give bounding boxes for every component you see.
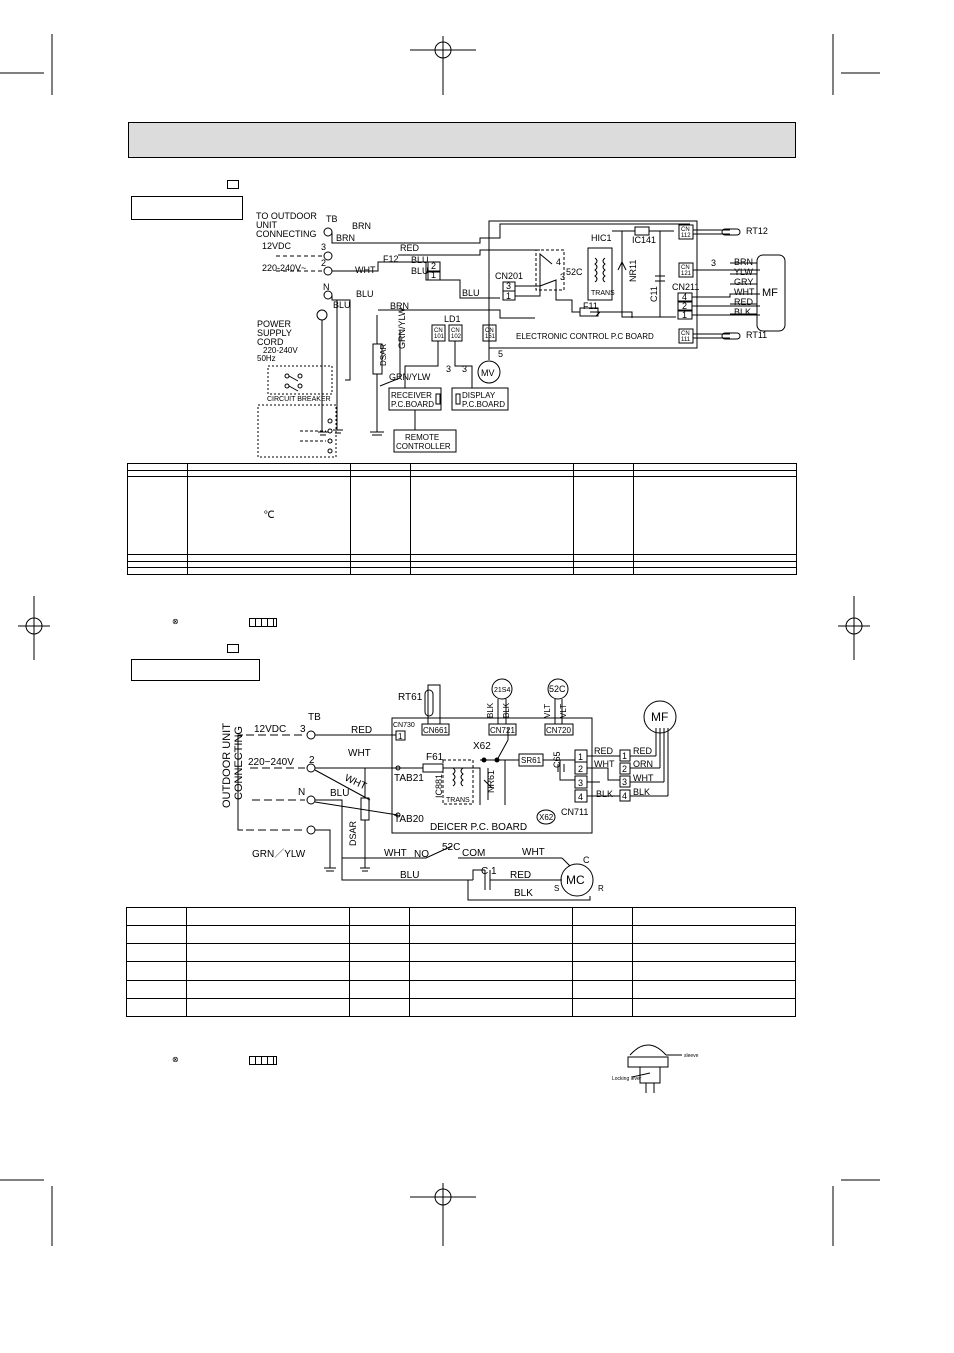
connector-illustration bbox=[610, 1035, 720, 1095]
diagram-label: R bbox=[598, 884, 604, 893]
diagram-label: C11 bbox=[649, 286, 659, 302]
table-cell: ℃ bbox=[188, 477, 351, 555]
diagram-label: BRN bbox=[352, 221, 372, 231]
diagram-label: WHT bbox=[355, 265, 376, 275]
diagram-label: CN201 bbox=[495, 271, 524, 281]
table-cell bbox=[410, 962, 573, 980]
diagram-label: CN721 bbox=[490, 726, 515, 735]
diagram-label: DISPLAY bbox=[462, 391, 496, 400]
diagram-label: 4 bbox=[682, 292, 688, 302]
diagram-label: 2 bbox=[309, 755, 315, 766]
table-cell bbox=[351, 477, 411, 555]
diagram-label: MF bbox=[762, 287, 778, 299]
table-row bbox=[128, 477, 797, 555]
diagram-label: 2 bbox=[321, 258, 327, 268]
diagram-label: DEICER P.C. BOARD bbox=[430, 822, 528, 833]
table-cell bbox=[187, 944, 350, 962]
diagram-label: 111 bbox=[681, 337, 691, 343]
diagram-label: 4 bbox=[556, 257, 562, 267]
diagram-label: ELECTRONIC CONTROL P.C BOARD bbox=[516, 332, 654, 341]
diagram-label: BLU bbox=[462, 288, 480, 298]
diagram-label: BRN bbox=[390, 301, 410, 311]
note-boxes-2 bbox=[249, 1056, 277, 1065]
diagram-label: 1 bbox=[398, 732, 403, 741]
diagram-label: 52C bbox=[442, 842, 461, 853]
diagram-label: TRANS bbox=[446, 797, 470, 804]
diagram-label: 2 bbox=[682, 301, 688, 311]
note-marker-1: ⊗ bbox=[172, 617, 179, 626]
diagram-label: SUPPLY bbox=[257, 328, 292, 338]
diagram-label: MV bbox=[481, 368, 495, 378]
table-cell bbox=[410, 980, 573, 998]
table-cell bbox=[634, 477, 797, 555]
diagram-label: TB bbox=[308, 712, 321, 723]
diagram-label: YLW bbox=[734, 267, 753, 277]
table-cell bbox=[410, 998, 573, 1016]
diagram-label: 1 bbox=[506, 291, 512, 301]
indoor-parts-table bbox=[127, 463, 797, 575]
table-cell bbox=[128, 568, 188, 575]
diagram-label: WHT bbox=[633, 773, 654, 783]
diagram-label: TAB20 bbox=[394, 814, 424, 825]
diagram-label: TRANS bbox=[591, 290, 615, 297]
table-cell bbox=[350, 908, 410, 926]
diagram-label: BLK bbox=[734, 307, 752, 317]
diagram-label: BRN bbox=[734, 257, 754, 267]
diagram-label: F12 bbox=[383, 254, 399, 264]
diagram-label: WHT bbox=[384, 848, 407, 859]
indoor-wiring-diagram bbox=[250, 208, 800, 458]
outdoor-model-marker bbox=[227, 644, 239, 653]
diagram-label: C bbox=[583, 855, 590, 865]
table-cell bbox=[574, 477, 634, 555]
diagram-label: 52C bbox=[549, 684, 566, 694]
table-cell bbox=[633, 998, 796, 1016]
table-row bbox=[127, 926, 796, 944]
diagram-label: 1 bbox=[682, 310, 688, 320]
table-cell bbox=[573, 998, 633, 1016]
diagram-label: RED bbox=[594, 746, 614, 756]
diagram-label: RECEIVER bbox=[391, 391, 432, 400]
diagram-label: CONNECTING bbox=[256, 229, 317, 239]
diagram-label: WHT bbox=[342, 772, 369, 793]
diagram-label: 12VDC bbox=[254, 724, 287, 735]
indoor-model-marker bbox=[227, 180, 239, 189]
diagram-label: CORD bbox=[257, 337, 284, 347]
diagram-label: 12VDC bbox=[262, 241, 292, 251]
diagram-label: HIC1 bbox=[591, 233, 612, 243]
table-cell bbox=[411, 568, 574, 575]
diagram-label: BLK bbox=[486, 702, 495, 718]
diagram-label: CN730 bbox=[393, 722, 415, 729]
diagram-label: GRN/YLW bbox=[397, 307, 407, 349]
table-cell bbox=[187, 926, 350, 944]
diagram-label: 2 bbox=[622, 764, 628, 774]
diagram-label: RED bbox=[734, 297, 754, 307]
diagram-label: CN bbox=[681, 227, 690, 233]
diagram-label: C65 bbox=[552, 751, 562, 768]
diagram-label: F11 bbox=[583, 301, 598, 311]
diagram-label: CIRCUIT BREAKER bbox=[267, 396, 331, 403]
table-cell bbox=[127, 980, 187, 998]
table-cell bbox=[350, 980, 410, 998]
diagram-label: MF bbox=[651, 710, 669, 724]
diagram-label: CN211 bbox=[672, 282, 700, 292]
diagram-label: CN bbox=[485, 328, 494, 334]
diagram-label: CN bbox=[451, 328, 460, 334]
diagram-label: P.C.BOARD bbox=[462, 400, 505, 409]
diagram-label: 1 bbox=[578, 752, 584, 762]
note-marker-2: ⊗ bbox=[172, 1055, 179, 1064]
diagram-label: BLU bbox=[411, 255, 429, 265]
table-cell bbox=[573, 926, 633, 944]
diagram-label: 52C bbox=[566, 267, 583, 277]
diagram-label: ORN bbox=[633, 759, 653, 769]
note-boxes-1 bbox=[249, 618, 277, 627]
table-cell bbox=[633, 980, 796, 998]
diagram-label: RT11 bbox=[746, 330, 768, 340]
table-cell bbox=[128, 477, 188, 555]
diagram-label: 3 bbox=[578, 778, 584, 788]
diagram-label: 2 bbox=[578, 764, 584, 774]
diagram-label: 50Hz bbox=[257, 354, 276, 363]
diagram-label: RT12 bbox=[746, 226, 768, 236]
table-cell bbox=[127, 998, 187, 1016]
diagram-label: SR61 bbox=[521, 756, 542, 765]
table-cell bbox=[187, 980, 350, 998]
diagram-label: 4 bbox=[578, 792, 584, 802]
diagram-label: CN661 bbox=[423, 726, 448, 735]
diagram-label: 1 bbox=[431, 270, 437, 280]
table-cell bbox=[633, 962, 796, 980]
diagram-label: TAB21 bbox=[394, 773, 424, 784]
indoor-section-label bbox=[131, 196, 243, 220]
table-cell bbox=[350, 962, 410, 980]
diagram-label: BLK bbox=[596, 789, 614, 799]
diagram-label: 3 bbox=[560, 272, 566, 282]
diagram-label: COM bbox=[462, 848, 486, 859]
table-cell bbox=[410, 908, 573, 926]
diagram-label: CN720 bbox=[546, 726, 571, 735]
table-cell bbox=[127, 908, 187, 926]
diagram-label: 3 bbox=[462, 364, 468, 374]
table-cell bbox=[633, 926, 796, 944]
table-cell bbox=[410, 944, 573, 962]
table-cell bbox=[187, 962, 350, 980]
diagram-label: 2 bbox=[431, 261, 437, 271]
diagram-label: CN bbox=[681, 265, 690, 271]
diagram-label: BRN bbox=[336, 233, 356, 243]
diagram-label: 3 bbox=[711, 258, 717, 268]
diagram-label: VLT bbox=[559, 703, 568, 718]
diagram-label: CONTROLLER bbox=[396, 442, 451, 451]
table-cell bbox=[633, 944, 796, 962]
diagram-label: WHT bbox=[594, 759, 615, 769]
diagram-label: RED bbox=[351, 725, 373, 736]
diagram-label: GRY bbox=[734, 277, 754, 287]
diagram-label: NR61 bbox=[486, 769, 496, 793]
diagram-label: NR11 bbox=[628, 259, 638, 282]
table-row bbox=[127, 980, 796, 998]
diagram-label: NO bbox=[414, 849, 429, 860]
diagram-label: WHT bbox=[348, 748, 371, 759]
diagram-label: DSAR bbox=[348, 820, 358, 846]
diagram-label: BLU bbox=[400, 870, 420, 881]
outdoor-parts-table bbox=[126, 907, 796, 1017]
table-cell bbox=[127, 962, 187, 980]
diagram-label: GRN/YLW bbox=[389, 372, 431, 382]
diagram-label: BLU bbox=[356, 289, 374, 299]
diagram-label: CONNECTING bbox=[233, 726, 245, 800]
diagram-label: 121 bbox=[681, 271, 692, 277]
table-row bbox=[127, 944, 796, 962]
diagram-label: DSAR bbox=[379, 343, 388, 366]
diagram-label: 101 bbox=[434, 334, 445, 340]
table-cell bbox=[350, 926, 410, 944]
diagram-label: 3 bbox=[321, 242, 327, 252]
table-cell bbox=[633, 908, 796, 926]
diagram-label: 4 bbox=[622, 791, 628, 801]
diagram-label: N bbox=[323, 282, 330, 292]
table-cell bbox=[411, 477, 574, 555]
diagram-label: 220−240V bbox=[248, 757, 294, 768]
table-cell bbox=[351, 568, 411, 575]
diagram-label: RED bbox=[400, 243, 420, 253]
diagram-label: BLK bbox=[514, 888, 533, 899]
diagram-label: OUTDOOR UNIT bbox=[221, 723, 233, 808]
table-row bbox=[127, 908, 796, 926]
table-cell bbox=[573, 908, 633, 926]
diagram-label: X62 bbox=[539, 813, 554, 822]
diagram-label: RED bbox=[510, 870, 532, 881]
diagram-label: GRN／YLW bbox=[252, 849, 306, 860]
sleeve-label: sleeve bbox=[684, 1053, 699, 1059]
diagram-label: UNIT bbox=[256, 220, 277, 230]
diagram-label: WHT bbox=[734, 287, 755, 297]
page-header-bar bbox=[128, 122, 796, 158]
diagram-label: C 1 bbox=[481, 866, 497, 877]
table-row bbox=[128, 568, 797, 575]
diagram-label: TO OUTDOOR bbox=[256, 211, 317, 221]
diagram-label: CN bbox=[434, 328, 443, 334]
table-cell bbox=[574, 568, 634, 575]
table-cell bbox=[573, 944, 633, 962]
table-cell bbox=[410, 926, 573, 944]
diagram-label: WHT bbox=[522, 847, 545, 858]
table-cell bbox=[127, 944, 187, 962]
diagram-label: BLU bbox=[333, 300, 351, 310]
diagram-label: CN711 bbox=[561, 807, 589, 817]
diagram-label: N bbox=[298, 787, 306, 798]
diagram-label: LD1 bbox=[444, 314, 461, 324]
table-cell bbox=[127, 926, 187, 944]
diagram-label: 112 bbox=[681, 233, 691, 239]
diagram-label: 3 bbox=[506, 281, 512, 291]
table-cell bbox=[350, 998, 410, 1016]
table-row bbox=[127, 962, 796, 980]
diagram-label: 21S4 bbox=[494, 687, 511, 694]
diagram-label: 3 bbox=[300, 724, 306, 735]
diagram-label: IC141 bbox=[632, 235, 657, 245]
table-cell bbox=[634, 568, 797, 575]
diagram-label: IC881 bbox=[434, 773, 444, 798]
diagram-label: P.C.BOARD bbox=[391, 400, 434, 409]
diagram-label: 1 bbox=[622, 751, 628, 761]
table-cell bbox=[573, 980, 633, 998]
diagram-label: 220-240V bbox=[263, 346, 298, 355]
diagram-label: BLU bbox=[411, 266, 429, 276]
diagram-label: RT61 bbox=[398, 692, 423, 703]
table-cell bbox=[187, 908, 350, 926]
diagram-label: TB bbox=[326, 214, 338, 224]
table-row bbox=[127, 998, 796, 1016]
diagram-label: POWER bbox=[257, 319, 292, 329]
diagram-label: 3 bbox=[622, 777, 628, 787]
diagram-label: X62 bbox=[473, 741, 491, 752]
diagram-label: RED bbox=[633, 746, 653, 756]
locking-lever-label: Locking lever bbox=[612, 1076, 642, 1082]
diagram-label: 3 bbox=[446, 364, 452, 374]
diagram-label: 5 bbox=[498, 349, 504, 359]
diagram-label: REMOTE bbox=[405, 433, 440, 442]
diagram-label: S bbox=[554, 884, 560, 893]
diagram-label: 220-240V~ bbox=[262, 263, 307, 273]
table-cell bbox=[188, 568, 351, 575]
outdoor-wiring-diagram bbox=[210, 675, 710, 905]
diagram-label: VLT bbox=[543, 703, 552, 718]
diagram-label: MC bbox=[566, 873, 585, 887]
diagram-label: F61 bbox=[426, 752, 444, 763]
table-cell bbox=[573, 962, 633, 980]
diagram-label: BLU bbox=[330, 788, 350, 799]
table-cell bbox=[350, 944, 410, 962]
diagram-label: BLK bbox=[502, 702, 511, 718]
diagram-label: CN bbox=[681, 331, 690, 337]
table-cell bbox=[187, 998, 350, 1016]
diagram-label: 102 bbox=[451, 334, 462, 340]
diagram-label: 151 bbox=[485, 334, 496, 340]
diagram-label: BLK bbox=[633, 787, 651, 797]
